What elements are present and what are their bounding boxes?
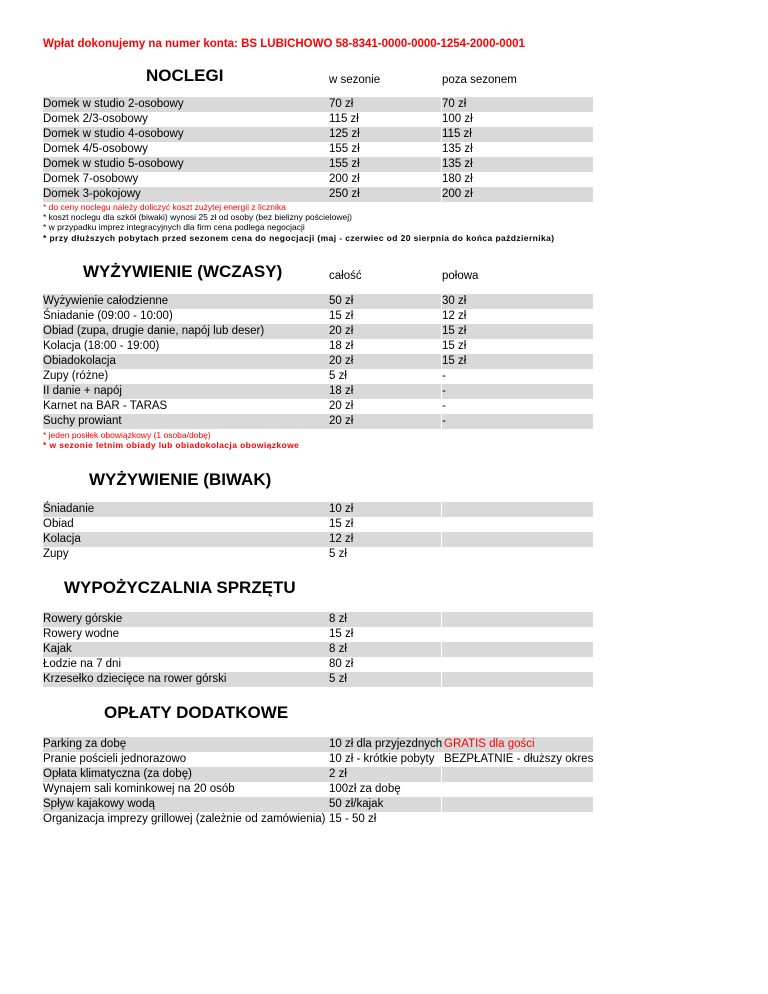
row-price: 10 zł dla przyjezdnych <box>329 738 443 750</box>
table-row <box>43 187 593 202</box>
row-label: Kolacja (18:00 - 19:00) <box>43 340 160 352</box>
table-row <box>43 309 593 324</box>
note-company-events: * w przypadku imprez integracyjnych dla firm cena podlega negocjacji <box>43 222 305 232</box>
row-label: Opłata klimatyczna (za dobę) <box>43 768 192 780</box>
table-row <box>43 752 593 767</box>
row-price: 18 zł <box>329 340 354 352</box>
cell-divider <box>441 797 442 812</box>
row-price: 15 zł <box>329 310 354 322</box>
section-title-wczasy: WYŻYWIENIE (WCZASY) <box>83 262 283 281</box>
table-row <box>43 414 593 429</box>
row-price: 50 zł/kajak <box>329 798 384 810</box>
table-row <box>43 812 593 827</box>
row-label: Parking za dobę <box>43 738 127 750</box>
table-row <box>43 532 593 547</box>
table-row <box>43 324 593 339</box>
row-price: 2 zł <box>329 768 347 780</box>
row-label: Domek 7-osobowy <box>43 173 139 185</box>
note-one-meal-required: * jeden posiłek obowiązkowy (1 osoba/dobę) <box>43 430 211 440</box>
column-header-off-season: poza sezonem <box>442 74 517 86</box>
row-label: II danie + napój <box>43 385 122 397</box>
row-label: Zupy <box>43 548 69 560</box>
table-row <box>43 547 593 562</box>
row-price: 20 zł <box>329 355 354 367</box>
section-title-noclegi: NOCLEGI <box>146 66 224 85</box>
row-price: 50 zł <box>329 295 354 307</box>
column-header-in-season: w sezonie <box>329 74 381 86</box>
row-price: 100zł za dobę <box>329 783 401 795</box>
table-row <box>43 142 593 157</box>
row-price: - <box>442 385 446 397</box>
table-row <box>43 369 593 384</box>
table-row <box>43 384 593 399</box>
row-label: Domek 2/3-osobowy <box>43 113 148 125</box>
row-price: 115 zł <box>442 128 472 140</box>
row-label: Pranie pościeli jednorazowo <box>43 753 187 765</box>
row-price: 10 zł <box>329 503 354 515</box>
row-guest-price: BEZPŁATNIE - dłuższy okres <box>444 753 594 765</box>
note-energy-cost: * do ceny noclegu należy doliczyć koszt zużytej energii z licznika <box>43 202 286 212</box>
row-price: 80 zł <box>329 658 354 670</box>
table-row <box>43 737 593 752</box>
row-price: 30 zł <box>442 295 467 307</box>
row-label: Obiadokolacja <box>43 355 116 367</box>
table-row <box>43 399 593 414</box>
cell-divider <box>441 612 442 627</box>
row-price: - <box>442 400 446 412</box>
row-price: 8 zł <box>329 643 347 655</box>
row-price: 5 zł <box>329 673 347 685</box>
section-title-oplaty: OPŁATY DODATKOWE <box>104 703 289 722</box>
table-row <box>43 354 593 369</box>
row-price: 100 zł <box>442 113 473 125</box>
row-price: 15 zł <box>329 628 354 640</box>
row-price: 15 zł <box>442 325 467 337</box>
row-price: 125 zł <box>329 128 360 140</box>
table-row <box>43 642 593 657</box>
row-price: 12 zł <box>442 310 467 322</box>
table-row <box>43 157 593 172</box>
row-label: Karnet na BAR - TARAS <box>43 400 168 412</box>
row-price: 180 zł <box>442 173 473 185</box>
row-label: Spływ kajakowy wodą <box>43 798 155 810</box>
table-row <box>43 782 593 797</box>
row-price: 12 zł <box>329 533 354 545</box>
row-label: Krzesełko dziecięce na rower górski <box>43 673 227 685</box>
row-price: 5 zł <box>329 548 347 560</box>
cell-divider <box>441 532 442 547</box>
table-row <box>43 294 593 309</box>
row-label: Kajak <box>43 643 72 655</box>
row-price: 15 zł <box>442 355 467 367</box>
row-label: Domek w studio 2-osobowy <box>43 98 184 110</box>
row-label: Organizacja imprezy grillowej (zależnie od zamówienia) <box>43 813 326 825</box>
row-price: 20 zł <box>329 325 354 337</box>
table-row <box>43 767 593 782</box>
row-price: 18 zł <box>329 385 354 397</box>
table-row <box>43 97 593 112</box>
table-row <box>43 517 593 532</box>
row-label: Rowery górskie <box>43 613 123 625</box>
row-label: Zupy (różne) <box>43 370 109 382</box>
row-label: Śniadanie <box>43 503 95 515</box>
row-label: Domek 4/5-osobowy <box>43 143 148 155</box>
cell-divider <box>441 642 442 657</box>
row-label: Rowery wodne <box>43 628 120 640</box>
note-long-stay: * przy dłuższych pobytach przed sezonem cena do negocjacji (maj - czerwiec od 20 sierpnia do końca października) <box>43 233 555 243</box>
row-price: 15 zł <box>442 340 467 352</box>
row-price: 70 zł <box>329 98 354 110</box>
row-price: 200 zł <box>442 188 473 200</box>
row-label: Domek 3-pokojowy <box>43 188 141 200</box>
row-price: 135 zł <box>442 143 473 155</box>
table-row <box>43 612 593 627</box>
row-price: 15 zł <box>329 518 354 530</box>
note-school-price: * koszt noclegu dla szkół (biwaki) wynosi 25 zł od osoby (bez bielizny pościelowej) <box>43 212 352 222</box>
row-label: Domek w studio 5-osobowy <box>43 158 184 170</box>
column-header-half: połowa <box>442 270 479 282</box>
cell-divider <box>441 502 442 517</box>
row-label: Obiad <box>43 518 74 530</box>
cell-divider <box>441 672 442 687</box>
row-price: - <box>442 415 446 427</box>
column-header-full: całość <box>329 270 362 282</box>
row-price: 8 zł <box>329 613 347 625</box>
table-row <box>43 339 593 354</box>
table-row <box>43 172 593 187</box>
table-row <box>43 657 593 672</box>
table-row <box>43 502 593 517</box>
table-row <box>43 672 593 687</box>
note-summer-meals-required: * w sezonie letnim obiady lub obiadokolacja obowiązkowe <box>43 440 300 450</box>
row-label: Wynajem sali kominkowej na 20 osób <box>43 783 235 795</box>
section-title-sprzet: WYPOŻYCZALNIA SPRZĘTU <box>64 578 296 597</box>
section-title-biwak: WYŻYWIENIE (BIWAK) <box>89 470 272 489</box>
cell-divider <box>441 767 442 782</box>
row-label: Obiad (zupa, drugie danie, napój lub deser) <box>43 325 265 337</box>
row-label: Domek w studio 4-osobowy <box>43 128 184 140</box>
row-price: 20 zł <box>329 400 354 412</box>
row-price: 200 zł <box>329 173 360 185</box>
row-price: 5 zł <box>329 370 347 382</box>
row-price: 155 zł <box>329 143 360 155</box>
row-price: 115 zł <box>329 113 359 125</box>
table-row <box>43 127 593 142</box>
table-row <box>43 627 593 642</box>
row-price: 135 zł <box>442 158 473 170</box>
row-price: 15 - 50 zł <box>329 813 377 825</box>
row-price: 70 zł <box>442 98 467 110</box>
row-price: 155 zł <box>329 158 360 170</box>
row-label: Suchy prowiant <box>43 415 122 427</box>
row-price: 10 zł - krótkie pobyty <box>329 753 435 765</box>
row-price: 250 zł <box>329 188 360 200</box>
row-label: Śniadanie (09:00 - 10:00) <box>43 310 173 322</box>
row-label: Kolacja <box>43 533 81 545</box>
row-label: Łodzie na 7 dni <box>43 658 122 670</box>
account-number-line: Wpłat dokonujemy na numer konta: BS LUBICHOWO 58-8341-0000-0000-1254-2000-0001 <box>43 38 525 50</box>
row-price: 20 zł <box>329 415 354 427</box>
row-guest-price: GRATIS dla gości <box>444 738 535 750</box>
row-label: Wyżywienie całodzienne <box>43 295 169 307</box>
row-price: - <box>442 370 446 382</box>
table-row <box>43 797 593 812</box>
table-row <box>43 112 593 127</box>
